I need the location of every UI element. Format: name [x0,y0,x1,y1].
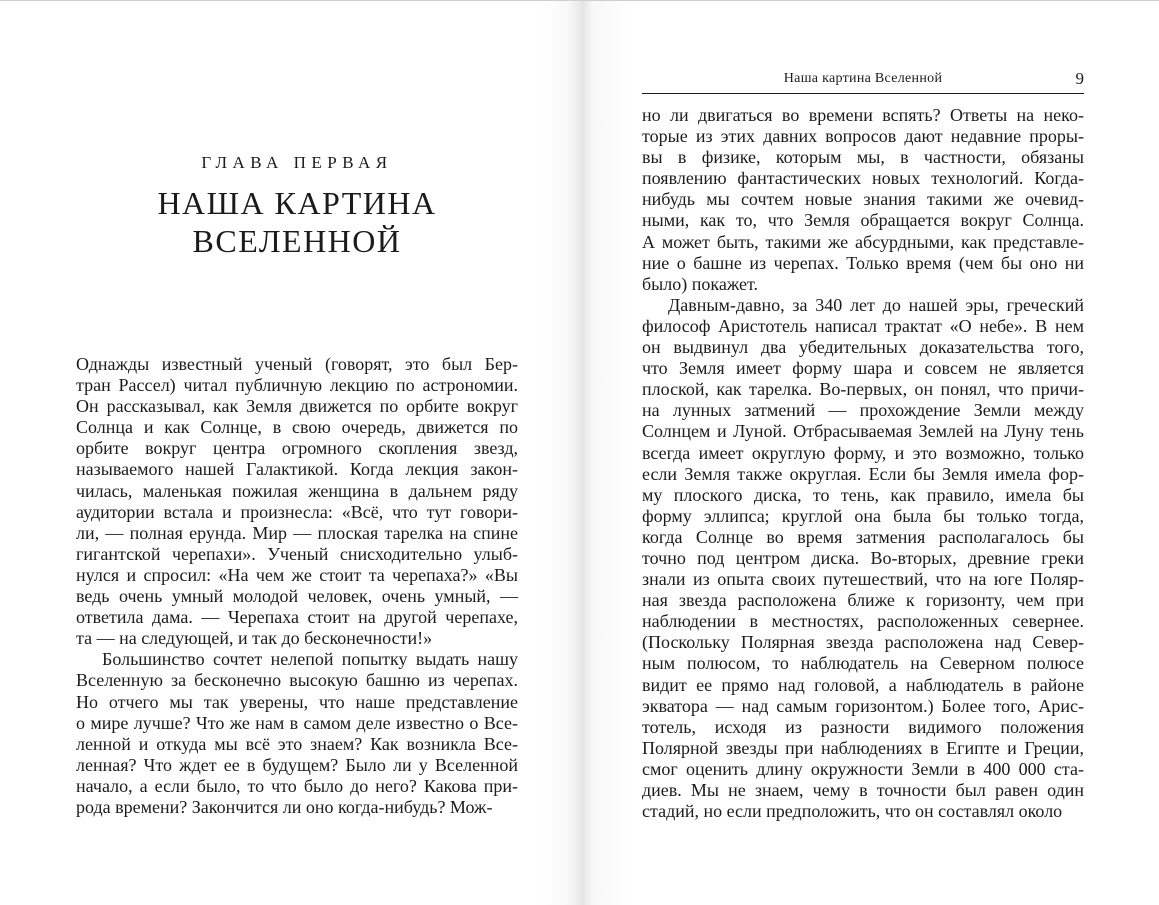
text-line: нулся и спросил: «На чем же стоит та черепаха?» «Вы [76,564,518,585]
page-number: 9 [1075,69,1084,88]
text-line: Давным-давно, за 340 лет до нашей эры, греческий [668,294,1084,315]
text-line: та — на следующей, и так до бесконечности!» [76,628,433,649]
text-line: рода времени? Закончится ли оно когда-нибудь? Мож- [76,796,493,817]
text-line: всегда имеет округлую форму, и это возможно, только [642,442,1084,463]
text-line: было) покажет. [642,273,759,294]
left-page [0,1,580,905]
text-line: начало, а если было, то что было до него? Какова при- [76,775,518,796]
text-line: ленной и откуда мы всё это знаем? Как возникла Все- [76,733,518,754]
text-line: орбите вокруг центра огромного скопления звезд, [76,438,518,459]
text-line: Солнцем и Луной. Отбрасываемая Землей на Луну тень [642,421,1084,442]
right-body-text [642,105,1084,822]
paragraph [642,105,1084,295]
text-line: нибудь мы сочтем новые знания такими же очевид- [642,189,1084,210]
text-line: ведь очень умный молодой человек, очень умный, — [76,586,518,607]
text-line: Вселенную за бесконечно высокую башню из черепах. [76,670,518,691]
running-title: Наша картина Вселенной [783,71,943,86]
chapter-label: ГЛАВА ПЕРВАЯ [201,153,393,172]
text-line: но ли двигаться во времени вспять? Ответы на неко- [642,105,1084,125]
paragraph [76,354,518,649]
chapter-title [76,184,518,260]
text-line: Но отчего мы так уверены, что наше представление [76,691,518,712]
text-line: диев. Мы не знаем, чему в точности был равен один [642,780,1084,800]
text-line: Он рассказывал, как Земля движется по орбите вокруг [76,396,518,417]
text-line: знали из опыта своих путешествий, что на юге Поляр- [642,569,1084,590]
text-line: о мире лучше? Что же нам в самом деле известно о Все- [76,712,518,733]
text-line: он выдвинул два убедительных доказательства того, [642,337,1084,358]
running-header [642,69,1084,94]
text-line: вы в физике, которым мы, в частности, обязаны [642,147,1084,168]
left-body-text [76,354,518,818]
text-line: Большинство сочтет нелепой попытку выдать нашу [102,649,518,670]
text-line: (Поскольку Полярная звезда расположена над Север- [642,632,1084,653]
text-line: смог оценить длину окружности Земли в 400 000 ста- [642,758,1084,779]
text-line: аудитории встала и произнесла: «Всё, что тут говори- [76,501,518,522]
text-line: видит ее прямо над головой, а наблюдатель в районе [642,674,1084,695]
text-line: ние о башне из черепах. Только время (чем бы оно ни [642,252,1084,273]
text-line: А может быть, такими же абсурдными, как представле- [642,231,1084,252]
text-line: ная звезда расположена ближе к горизонту, чем при [642,590,1084,611]
text-line: форму эллипса; круглой она была бы только тогда, [642,505,1084,526]
text-line: Полярной звезды при наблюдениях в Египте и Греции, [642,737,1084,758]
text-line: ли, — полная ерунда. Мир — плоская тарелка на спине [76,522,518,543]
chapter-title-line: ВСЕЛЕННОЙ [192,223,402,259]
text-line: чилась, маленькая пожилая женщина в дальнем ряду [76,480,518,501]
text-line: что Земля имеет форму шара и совсем не является [642,358,1084,379]
text-line: называемого нашей Галактикой. Когда лекция закон- [76,459,518,480]
text-line: ленная? Что ждет ее в будущем? Было ли у Вселенной [76,754,518,775]
chapter-title-line: НАША КАРТИНА [157,185,437,221]
text-line: Солнца и как Солнце, в свою очередь, движется по [76,417,518,438]
text-line: тран Рассел) читал публичную лекцию по астрономии. [76,375,518,396]
text-line: появлению фантастических новых технологий. Когда- [642,168,1084,189]
text-line: стадий, но если предположить, что он составлял около [642,801,1063,822]
text-line: плоской, как тарелка. Во-первых, он понял, что причи- [642,379,1084,400]
right-page [580,1,1159,905]
text-line: когда Солнце во время затмения располагалось бы [642,526,1084,547]
text-line: Однажды известный ученый (говорят, это был Бер- [76,354,518,374]
text-line: если Земля также округлая. Если бы Земля имела фор- [642,463,1084,484]
text-line: гигантской черепахи». Ученый снисходительно улыб- [76,543,518,564]
text-line: на лунных затмений — прохождение Земли между [642,400,1084,421]
text-line: философ Аристотель написал трактат «О небе». В нем [642,315,1084,336]
paragraph [642,295,1084,822]
text-line: экватора — над самым горизонтом.) Более того, Арис- [642,695,1084,716]
text-line: ными, как то, что Земля обращается вокруг Солнца. [642,210,1084,231]
text-line: наблюдении в местностях, расположенных севернее. [642,611,1084,632]
text-line: ным полюсом, то наблюдатель на Северном полюсе [642,653,1084,674]
text-line: торые из этих давних вопросов дают недавние проры- [642,126,1084,147]
text-line: точно под центром диска. Во-вторых, древние греки [642,547,1084,568]
text-line: му плоского диска, то тень, как правило, имела бы [642,484,1084,505]
paragraph [76,649,518,818]
text-line: ответила дама. — Черепаха стоит на другой черепахе, [76,607,518,628]
text-line: тотель, исходя из разности видимого положения [642,716,1084,737]
